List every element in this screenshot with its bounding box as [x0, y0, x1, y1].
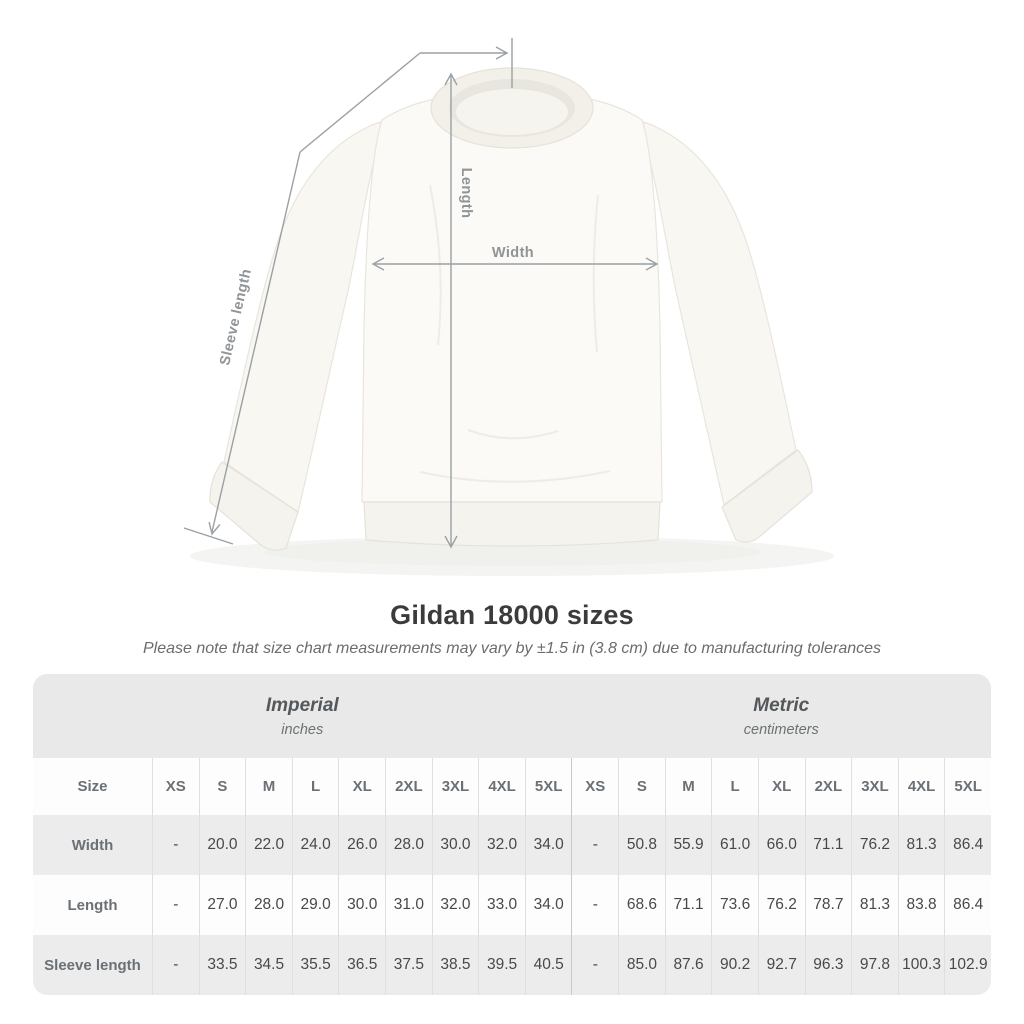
measurement-value: 27.0	[199, 875, 246, 935]
sweatshirt-illustration	[210, 68, 812, 550]
measurement-value: 30.0	[432, 815, 479, 875]
metric-title: Metric	[753, 694, 810, 716]
size-header-metric-xl: XL	[758, 758, 805, 815]
sleeve-length-label: Sleeve length	[217, 267, 255, 367]
size-header-metric-5xl: 5XL	[944, 758, 991, 815]
measurement-value: -	[571, 875, 618, 935]
measurement-value: 66.0	[758, 815, 805, 875]
measurement-value: 86.4	[944, 815, 991, 875]
measurement-value: 34.0	[525, 875, 572, 935]
metric-group-header	[572, 674, 992, 758]
size-header-metric-xs: XS	[571, 758, 618, 815]
size-header-metric-l: L	[711, 758, 758, 815]
measurement-value: 100.3	[898, 935, 945, 995]
measurement-value: 97.8	[851, 935, 898, 995]
measurement-value: 22.0	[245, 815, 292, 875]
unit-band	[33, 674, 991, 758]
measurement-value: 102.9	[944, 935, 991, 995]
size-table	[33, 674, 991, 995]
length-label: Length	[458, 167, 474, 219]
measurement-value: 55.9	[665, 815, 712, 875]
measurement-value: -	[152, 815, 199, 875]
measurement-value: 28.0	[245, 875, 292, 935]
measurement-value: 34.0	[525, 815, 572, 875]
measurement-value: 39.5	[478, 935, 525, 995]
measurement-value: 50.8	[618, 815, 665, 875]
size-header-imperial-xl: XL	[338, 758, 385, 815]
measurement-value: 31.0	[385, 875, 432, 935]
measurement-value: 90.2	[711, 935, 758, 995]
size-header-imperial-s: S	[199, 758, 246, 815]
measurement-value: 73.6	[711, 875, 758, 935]
measurement-value: -	[152, 935, 199, 995]
size-header-imperial-4xl: 4XL	[478, 758, 525, 815]
measurement-value: 61.0	[711, 815, 758, 875]
table-row-width	[33, 815, 991, 875]
width-label: Width	[491, 245, 535, 261]
heading	[0, 600, 1024, 658]
measurement-value: 81.3	[851, 875, 898, 935]
measurement-value: 20.0	[199, 815, 246, 875]
measurement-value: 33.0	[478, 875, 525, 935]
measurement-value: 37.5	[385, 935, 432, 995]
size-header-imperial-xs: XS	[152, 758, 199, 815]
measurement-value: 92.7	[758, 935, 805, 995]
measurement-value: 32.0	[478, 815, 525, 875]
size-header-metric-4xl: 4XL	[898, 758, 945, 815]
table-row-sleeve-length	[33, 935, 991, 995]
measurement-value: 28.0	[385, 815, 432, 875]
size-header-metric-3xl: 3XL	[851, 758, 898, 815]
size-header-row	[33, 758, 991, 815]
size-header-metric-2xl: 2XL	[805, 758, 852, 815]
measurement-value: 81.3	[898, 815, 945, 875]
measurement-value: 32.0	[432, 875, 479, 935]
row-label: Width	[71, 836, 114, 854]
size-header-imperial-l: L	[292, 758, 339, 815]
measurement-value: 76.2	[851, 815, 898, 875]
measurement-value: 26.0	[338, 815, 385, 875]
imperial-unit: inches	[281, 721, 324, 738]
imperial-group-header	[33, 674, 572, 758]
size-column-header: Size	[77, 778, 108, 795]
tolerance-note: Please note that size chart measurements may vary by ±1.5 in (3.8 cm) due to manufacturing tolerances	[142, 640, 882, 657]
measurement-value: 34.5	[245, 935, 292, 995]
size-header-metric-m: M	[665, 758, 712, 815]
measurement-value: 96.3	[805, 935, 852, 995]
measurement-value: 24.0	[292, 815, 339, 875]
measurement-value: 30.0	[338, 875, 385, 935]
measurement-value: -	[571, 815, 618, 875]
measurement-value: 76.2	[758, 875, 805, 935]
measurement-value: 40.5	[525, 935, 572, 995]
size-header-imperial-m: M	[245, 758, 292, 815]
metric-unit: centimeters	[743, 721, 819, 738]
measurement-value: -	[571, 935, 618, 995]
measurement-value: 85.0	[618, 935, 665, 995]
row-label: Length	[67, 896, 118, 914]
measurement-value: 78.7	[805, 875, 852, 935]
measurement-value: 71.1	[805, 815, 852, 875]
size-header-imperial-3xl: 3XL	[432, 758, 479, 815]
measurement-value: 83.8	[898, 875, 945, 935]
imperial-title: Imperial	[265, 694, 339, 716]
measurement-value: 35.5	[292, 935, 339, 995]
measurement-value: 87.6	[665, 935, 712, 995]
size-header-imperial-5xl: 5XL	[525, 758, 572, 815]
page-title: Gildan 18000 sizes	[390, 600, 634, 630]
row-label: Sleeve length	[44, 956, 141, 974]
measurement-value: -	[152, 875, 199, 935]
measurement-value: 38.5	[432, 935, 479, 995]
table-row-length	[33, 875, 991, 935]
measurement-value: 68.6	[618, 875, 665, 935]
size-header-imperial-2xl: 2XL	[385, 758, 432, 815]
size-header-metric-s: S	[618, 758, 665, 815]
measurement-value: 33.5	[199, 935, 246, 995]
measurement-value: 86.4	[944, 875, 991, 935]
measurement-value: 36.5	[338, 935, 385, 995]
measurement-value: 71.1	[665, 875, 712, 935]
measurement-value: 29.0	[292, 875, 339, 935]
